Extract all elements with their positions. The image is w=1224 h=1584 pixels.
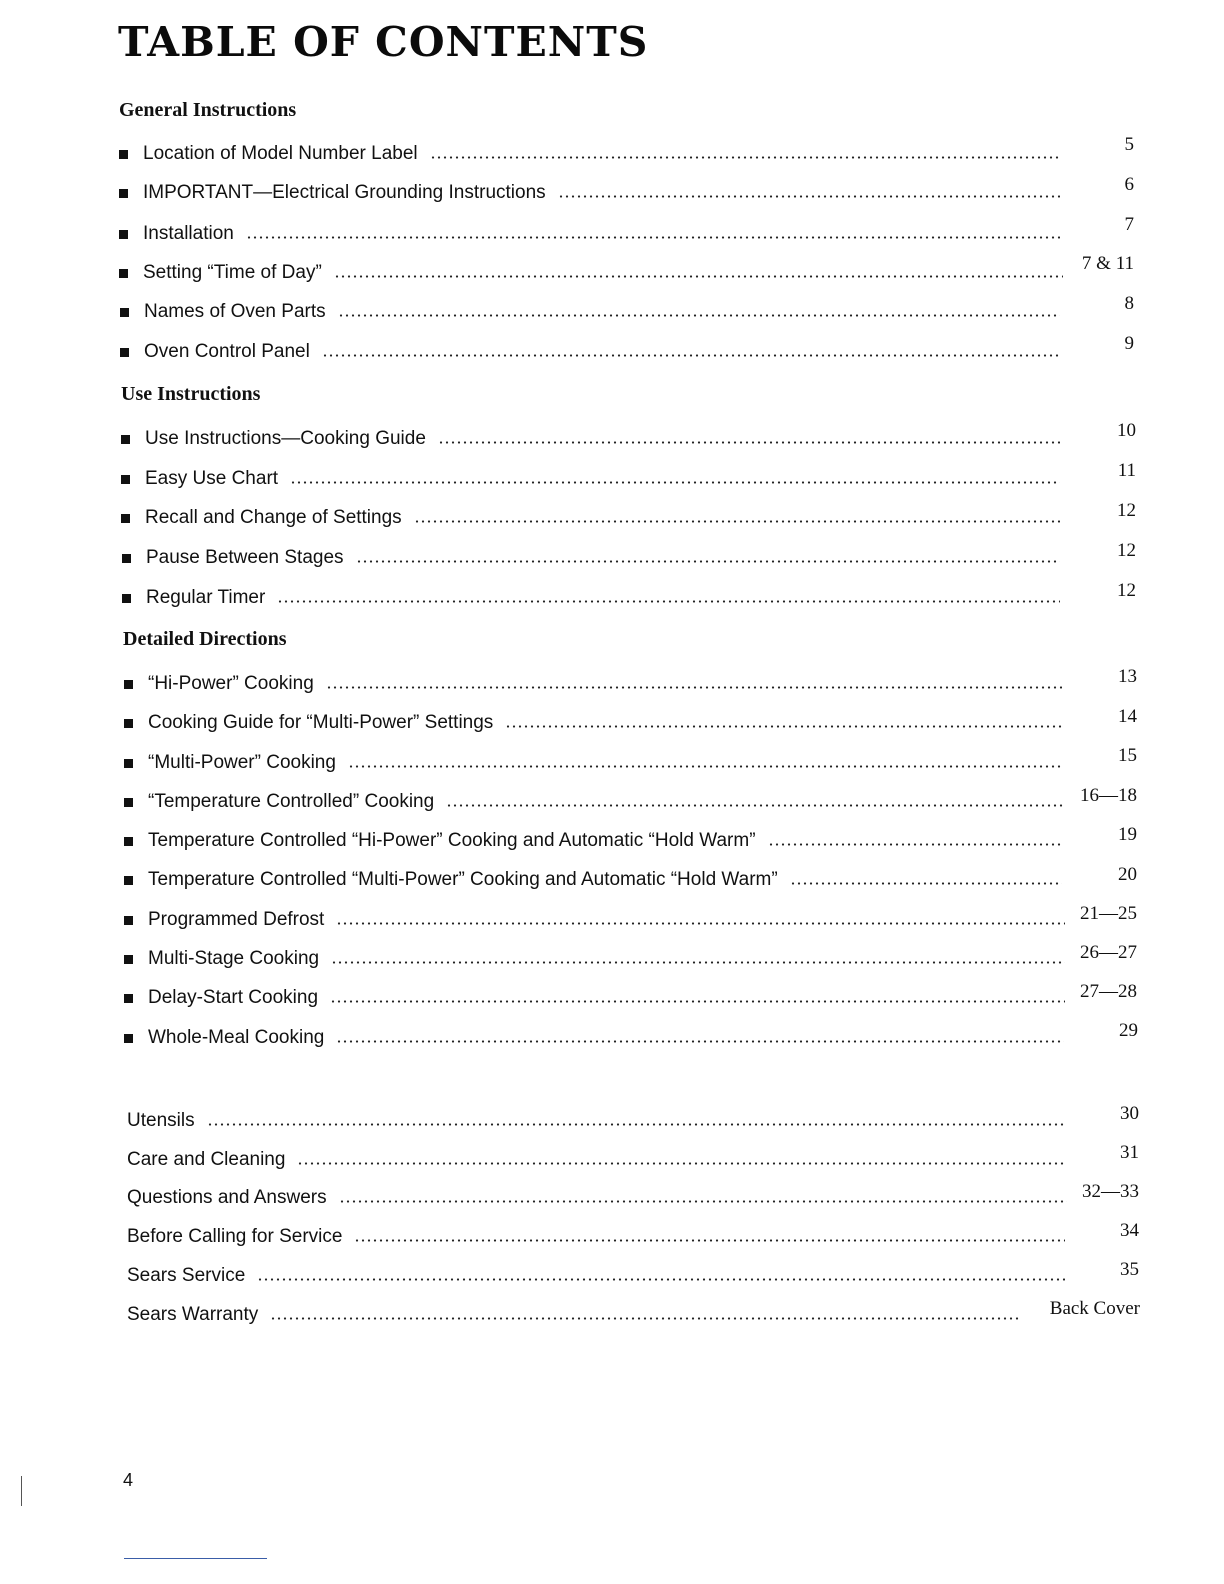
toc-entry-label: Setting “Time of Day” bbox=[143, 262, 322, 283]
toc-entry[interactable] bbox=[124, 945, 1069, 973]
toc-entry-label: Temperature Controlled “Multi-Power” Cooking and Automatic “Hold Warm” bbox=[148, 869, 778, 890]
toc-entry-page: 32—33 bbox=[1082, 1181, 1139, 1202]
toc-entry[interactable] bbox=[124, 906, 1069, 934]
dot-leader bbox=[338, 314, 1060, 317]
toc-entry-page: 12 bbox=[1117, 540, 1136, 561]
toc-entry-label: Regular Timer bbox=[146, 587, 266, 608]
bullet-icon bbox=[124, 876, 133, 885]
bullet-icon bbox=[122, 554, 131, 563]
toc-entry[interactable] bbox=[121, 504, 1064, 532]
dot-leader bbox=[331, 961, 1065, 964]
bullet-icon bbox=[119, 150, 128, 159]
dot-leader bbox=[768, 843, 1062, 846]
toc-entry[interactable] bbox=[119, 179, 1064, 207]
bottom-rule bbox=[124, 1558, 267, 1559]
toc-entry-page: 6 bbox=[1124, 174, 1134, 195]
toc-entry[interactable] bbox=[124, 709, 1066, 737]
bullet-icon bbox=[124, 798, 133, 807]
toc-entry[interactable] bbox=[127, 1107, 1069, 1135]
dot-leader bbox=[297, 1162, 1065, 1165]
toc-entry-page: 26—27 bbox=[1080, 942, 1137, 963]
bullet-icon bbox=[120, 308, 129, 317]
toc-entry-label: Oven Control Panel bbox=[144, 341, 310, 362]
bullet-icon bbox=[124, 759, 133, 768]
toc-entry-page: 12 bbox=[1117, 580, 1136, 601]
dot-leader bbox=[257, 1278, 1065, 1281]
bullet-icon bbox=[124, 916, 133, 925]
toc-entry-label: Care and Cleaning bbox=[127, 1149, 286, 1170]
toc-entry-page: 30 bbox=[1120, 1103, 1139, 1124]
toc-entry-label: IMPORTANT—Electrical Grounding Instructions bbox=[143, 182, 546, 203]
toc-entry[interactable] bbox=[127, 1146, 1069, 1174]
toc-entry-page: 5 bbox=[1124, 134, 1134, 155]
toc-entry[interactable] bbox=[120, 298, 1064, 326]
toc-entry-page: 20 bbox=[1118, 864, 1137, 885]
dot-leader bbox=[326, 686, 1062, 689]
section-heading-detailed-directions: Detailed Directions bbox=[123, 628, 287, 650]
toc-entry[interactable] bbox=[119, 220, 1064, 248]
toc-entry-label: “Multi-Power” Cooking bbox=[148, 752, 336, 773]
toc-entry-label: “Temperature Controlled” Cooking bbox=[148, 791, 435, 812]
bullet-icon bbox=[119, 269, 128, 278]
bullet-icon bbox=[122, 594, 131, 603]
toc-entry[interactable] bbox=[127, 1301, 1023, 1329]
toc-entry-label: Whole-Meal Cooking bbox=[148, 1027, 325, 1048]
section-heading-general-instructions: General Instructions bbox=[119, 99, 297, 121]
toc-entry-page: 27—28 bbox=[1080, 981, 1137, 1002]
toc-entry[interactable] bbox=[124, 866, 1066, 894]
dot-leader bbox=[505, 725, 1062, 728]
toc-entry-page: 16—18 bbox=[1080, 785, 1137, 806]
bullet-icon bbox=[121, 514, 130, 523]
dot-leader bbox=[334, 275, 1063, 278]
dot-leader bbox=[558, 195, 1060, 198]
dot-leader bbox=[348, 765, 1062, 768]
toc-entry-page: 13 bbox=[1118, 666, 1137, 687]
toc-entry[interactable] bbox=[122, 544, 1064, 572]
dot-leader bbox=[438, 441, 1060, 444]
toc-entry-label: Questions and Answers bbox=[127, 1187, 327, 1208]
dot-leader bbox=[322, 354, 1060, 357]
toc-entry[interactable] bbox=[124, 984, 1069, 1012]
toc-entry-label: Names of Oven Parts bbox=[144, 301, 326, 322]
toc-entry-page: 7 bbox=[1124, 214, 1134, 235]
toc-entry[interactable] bbox=[119, 259, 1067, 287]
dot-leader bbox=[290, 481, 1060, 484]
toc-entry[interactable] bbox=[121, 425, 1064, 453]
section-heading-use-instructions: Use Instructions bbox=[121, 383, 261, 405]
toc-entry-label: Temperature Controlled “Hi-Power” Cooking and Automatic “Hold Warm” bbox=[148, 830, 756, 851]
toc-entry-page: 14 bbox=[1118, 706, 1137, 727]
dot-leader bbox=[339, 1200, 1067, 1203]
dot-leader bbox=[790, 882, 1062, 885]
toc-entry-label: Sears Warranty bbox=[127, 1304, 259, 1325]
toc-entry[interactable] bbox=[127, 1184, 1071, 1212]
toc-entry-label: “Hi-Power” Cooking bbox=[148, 673, 314, 694]
margin-mark bbox=[21, 1476, 22, 1506]
dot-leader bbox=[277, 600, 1060, 603]
toc-entry-page: 34 bbox=[1120, 1220, 1139, 1241]
bullet-icon bbox=[124, 1034, 133, 1043]
toc-entry-page: 12 bbox=[1117, 500, 1136, 521]
toc-entry-page: 7 & 11 bbox=[1081, 253, 1134, 274]
bullet-icon bbox=[119, 189, 128, 198]
toc-entry[interactable] bbox=[124, 788, 1069, 816]
toc-entry-page: 11 bbox=[1117, 460, 1136, 481]
dot-leader bbox=[207, 1123, 1065, 1126]
toc-entry-label: Sears Service bbox=[127, 1265, 246, 1286]
toc-entry[interactable] bbox=[124, 1024, 1068, 1052]
toc-entry[interactable] bbox=[124, 827, 1066, 855]
bullet-icon bbox=[119, 230, 128, 239]
toc-entry-label: Easy Use Chart bbox=[145, 468, 279, 489]
bullet-icon bbox=[124, 680, 133, 689]
bullet-icon bbox=[124, 837, 133, 846]
bullet-icon bbox=[120, 348, 129, 357]
toc-entry-label: Use Instructions—Cooking Guide bbox=[145, 428, 426, 449]
toc-entry-page: 10 bbox=[1117, 420, 1136, 441]
toc-entry-page: 19 bbox=[1118, 824, 1137, 845]
dot-leader bbox=[430, 156, 1060, 159]
page-title: TABLE OF CONTENTS bbox=[118, 18, 649, 66]
toc-entry-page: 29 bbox=[1119, 1020, 1138, 1041]
toc-entry[interactable] bbox=[120, 338, 1064, 366]
toc-entry[interactable] bbox=[127, 1262, 1069, 1290]
dot-leader bbox=[336, 922, 1065, 925]
toc-entry-label: Delay-Start Cooking bbox=[148, 987, 319, 1008]
bullet-icon bbox=[121, 435, 130, 444]
dot-leader bbox=[330, 1000, 1065, 1003]
toc-entry-label: Pause Between Stages bbox=[146, 547, 344, 568]
dot-leader bbox=[356, 560, 1060, 563]
toc-entry-label: Recall and Change of Settings bbox=[145, 507, 402, 528]
toc-entry-page: Back Cover bbox=[1049, 1298, 1140, 1319]
dot-leader bbox=[446, 804, 1065, 807]
dot-leader bbox=[354, 1239, 1065, 1242]
toc-entry[interactable] bbox=[124, 670, 1066, 698]
toc-entry-label: Before Calling for Service bbox=[127, 1226, 343, 1247]
bullet-icon bbox=[124, 994, 133, 1003]
toc-entry-label: Cooking Guide for “Multi-Power” Settings bbox=[148, 712, 494, 733]
toc-entry[interactable] bbox=[127, 1223, 1069, 1251]
bullet-icon bbox=[124, 955, 133, 964]
dot-leader bbox=[270, 1317, 1019, 1320]
toc-entry[interactable] bbox=[119, 140, 1064, 168]
dot-leader bbox=[414, 520, 1060, 523]
toc-entry-page: 15 bbox=[1118, 745, 1137, 766]
toc-entry-page: 8 bbox=[1124, 293, 1134, 314]
toc-entry-label: Utensils bbox=[127, 1110, 195, 1131]
toc-entry-label: Installation bbox=[143, 223, 234, 244]
toc-entry-label: Location of Model Number Label bbox=[143, 143, 418, 164]
toc-entry-page: 35 bbox=[1120, 1259, 1139, 1280]
toc-entry-page: 31 bbox=[1120, 1142, 1139, 1163]
bullet-icon bbox=[121, 475, 130, 484]
toc-entry[interactable] bbox=[121, 465, 1064, 493]
toc-entry-page: 9 bbox=[1124, 333, 1134, 354]
bullet-icon bbox=[124, 719, 133, 728]
dot-leader bbox=[246, 236, 1060, 239]
toc-entry-label: Multi-Stage Cooking bbox=[148, 948, 320, 969]
toc-entry-page: 21—25 bbox=[1080, 903, 1137, 924]
toc-entry-label: Programmed Defrost bbox=[148, 909, 325, 930]
page-number: 4 bbox=[123, 1470, 134, 1490]
toc-entry[interactable] bbox=[124, 749, 1066, 777]
toc-entry[interactable] bbox=[122, 584, 1064, 612]
dot-leader bbox=[336, 1040, 1064, 1043]
